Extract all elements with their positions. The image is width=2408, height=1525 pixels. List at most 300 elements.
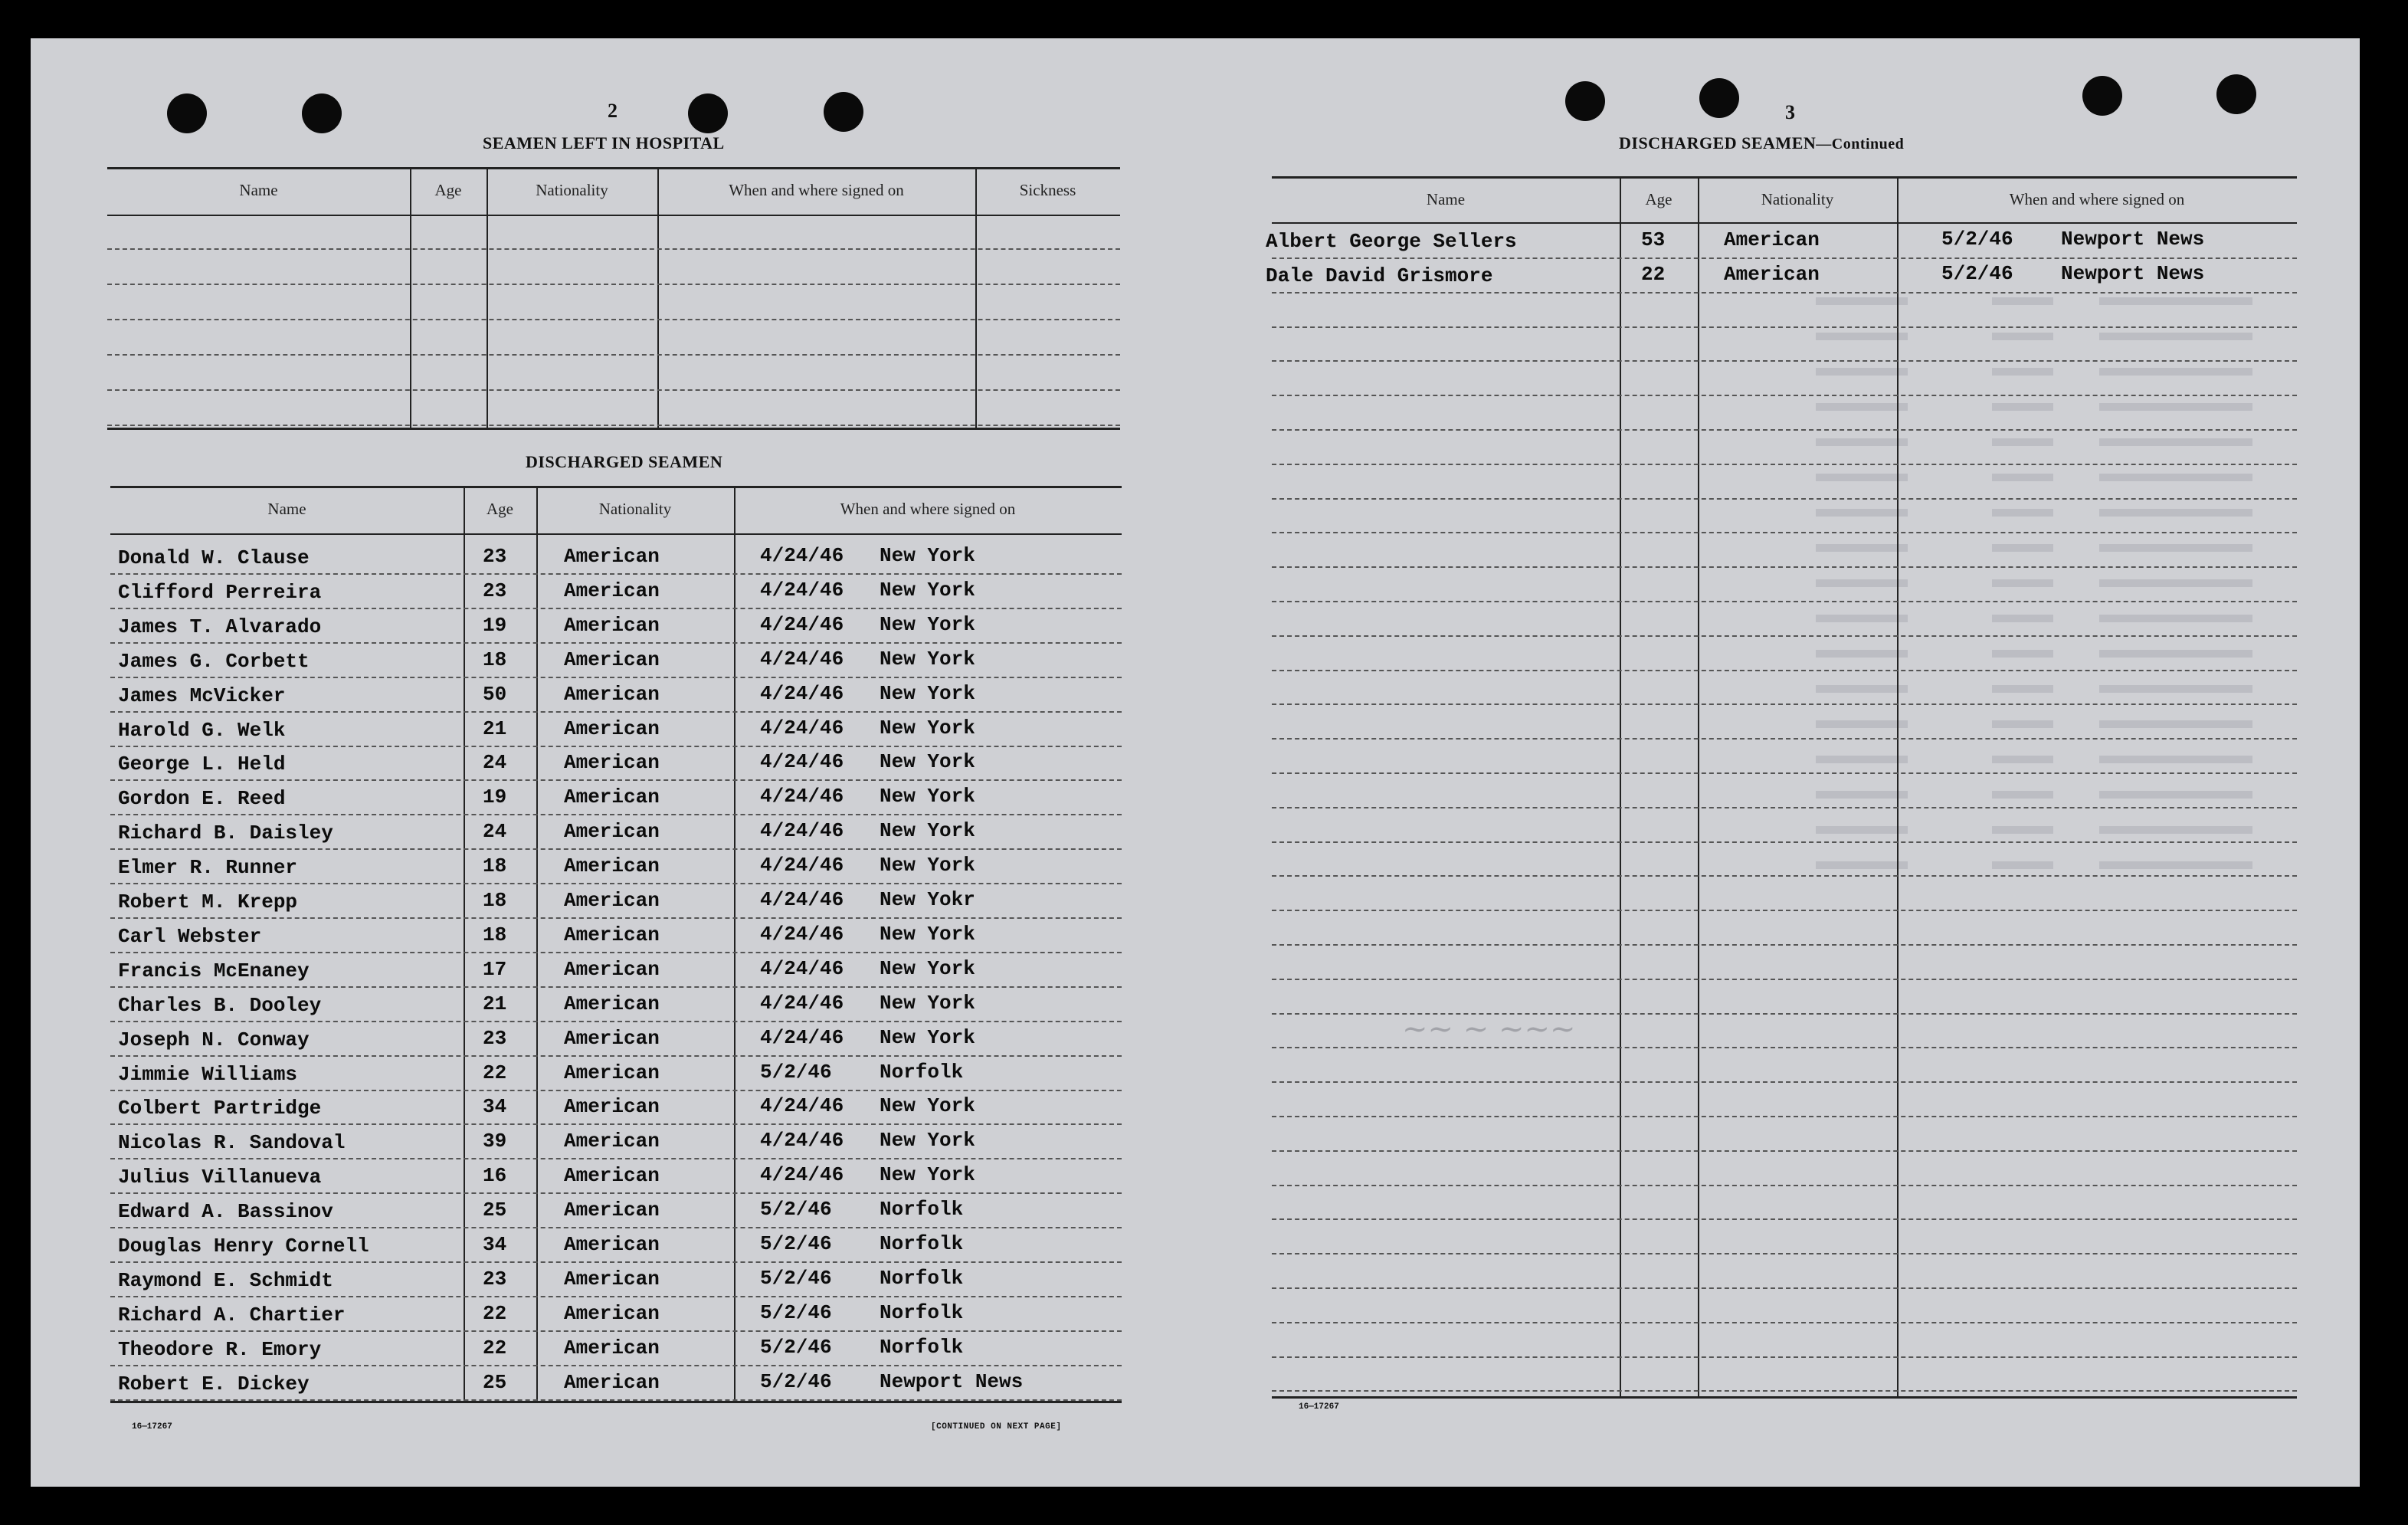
- seaman-nationality: American: [564, 648, 660, 671]
- bleed-mark: [2099, 791, 2252, 799]
- seaman-name: Nicolas R. Sandoval: [118, 1131, 346, 1155]
- signed-place: Norfolk: [880, 1232, 964, 1255]
- seaman-name: Gordon E. Reed: [118, 787, 286, 811]
- dotted-rule: [110, 1021, 1122, 1022]
- column-divider: [975, 167, 977, 428]
- seaman-age: 34: [483, 1095, 507, 1119]
- column-header-name: Name: [1426, 190, 1466, 208]
- column-header-name: Name: [239, 181, 278, 199]
- signed-date: 4/24/46: [760, 647, 844, 671]
- seaman-age: 19: [483, 613, 507, 637]
- dotted-rule: [110, 1365, 1122, 1366]
- seaman-age: 23: [483, 1026, 507, 1050]
- faint-signature: ~~ ~ ~~~: [1402, 1012, 1576, 1047]
- dotted-rule: [110, 746, 1122, 747]
- right-title-suffix: —Continued: [1816, 136, 1905, 152]
- bleed-mark: [1992, 368, 2053, 376]
- bleed-mark: [1816, 579, 1908, 587]
- dotted-rule: [110, 848, 1122, 850]
- signed-place: New York: [880, 956, 975, 980]
- dotted-rule: [1272, 429, 2297, 431]
- signed-place: New York: [880, 785, 975, 808]
- dotted-rule: [1272, 1218, 2297, 1220]
- signed-date: 4/24/46: [760, 1025, 844, 1049]
- dotted-rule: [1272, 979, 2297, 980]
- seaman-name: Julius Villanueva: [118, 1166, 322, 1189]
- bleed-mark: [2099, 368, 2252, 376]
- column-header-signed: When and where signed on: [729, 181, 904, 199]
- bleed-mark: [2099, 650, 2252, 658]
- dotted-rule: [110, 814, 1122, 815]
- column-header-age: Age: [1645, 190, 1672, 208]
- seaman-age: 19: [483, 785, 507, 809]
- signed-place: Newport News: [880, 1369, 1024, 1393]
- bleed-mark: [1816, 368, 1908, 376]
- bleed-mark: [2099, 297, 2252, 305]
- punch-hole: [2082, 76, 2122, 116]
- column-header-signed: When and where signed on: [2009, 190, 2185, 208]
- signed-place: New York: [880, 544, 975, 567]
- dotted-rule: [110, 608, 1122, 609]
- seaman-age: 21: [483, 717, 507, 740]
- bleed-mark: [1816, 791, 1908, 799]
- seaman-name: Clifford Perreira: [118, 580, 322, 604]
- signed-place: New York: [880, 922, 975, 946]
- column-header-sickness: Sickness: [1019, 181, 1076, 199]
- signed-place: New York: [880, 819, 975, 843]
- seaman-age: 17: [483, 957, 507, 981]
- signed-date: 4/24/46: [760, 578, 844, 602]
- dotted-rule: [110, 1192, 1122, 1194]
- column-header-nationality: Nationality: [536, 181, 608, 199]
- signed-date: 4/24/46: [760, 922, 844, 946]
- bleed-mark: [2099, 615, 2252, 622]
- column-header-nationality: Nationality: [598, 500, 672, 518]
- seaman-age: 18: [483, 648, 507, 671]
- dotted-rule: [110, 1123, 1122, 1125]
- dotted-rule: [1272, 841, 2297, 843]
- seaman-name: James G. Corbett: [118, 649, 310, 673]
- signed-place: Norfolk: [880, 1335, 964, 1359]
- dotted-rule: [1272, 703, 2297, 705]
- signed-place: New York: [880, 578, 975, 602]
- punch-hole: [167, 93, 207, 133]
- column-header-age: Age: [487, 500, 513, 518]
- seaman-name: Colbert Partridge: [118, 1097, 322, 1120]
- dotted-rule: [110, 573, 1122, 575]
- signed-date: 5/2/46: [1941, 261, 2013, 285]
- bleed-mark: [2099, 544, 2252, 552]
- seaman-nationality: American: [564, 1095, 660, 1119]
- dotted-rule: [1272, 1150, 2297, 1152]
- seaman-age: 18: [483, 854, 507, 878]
- seaman-nationality: American: [564, 1061, 660, 1084]
- seaman-nationality: American: [564, 579, 660, 602]
- dotted-rule: [1272, 1081, 2297, 1083]
- dotted-rule: [107, 425, 1120, 426]
- signed-place: Newport News: [2061, 228, 2205, 251]
- bleed-mark: [1816, 861, 1908, 869]
- bleed-mark: [2099, 438, 2252, 446]
- right-title-main: DISCHARGED SEAMEN: [1619, 133, 1817, 152]
- bleed-mark: [1992, 438, 2053, 446]
- column-divider: [536, 486, 538, 1401]
- table-rule: [1272, 222, 2297, 224]
- column-divider: [410, 167, 411, 428]
- table-rule: [107, 167, 1120, 169]
- dotted-rule: [110, 883, 1122, 884]
- bleed-mark: [2099, 333, 2252, 340]
- dotted-rule: [1272, 395, 2297, 396]
- left-form-number: 16—17267: [132, 1422, 172, 1432]
- bleed-mark: [1816, 544, 1908, 552]
- dotted-rule: [1272, 257, 2297, 259]
- seaman-nationality: American: [1724, 228, 1820, 251]
- seaman-nationality: American: [564, 1267, 660, 1291]
- seaman-nationality: American: [564, 1370, 660, 1394]
- hospital-section-title: SEAMEN LEFT IN HOSPITAL: [483, 133, 725, 152]
- signed-place: New York: [880, 681, 975, 705]
- punch-hole: [2216, 74, 2256, 114]
- dotted-rule: [1272, 1185, 2297, 1186]
- seaman-nationality: American: [564, 1199, 660, 1222]
- signed-date: 4/24/46: [760, 1163, 844, 1187]
- signed-place: New York: [880, 1129, 975, 1153]
- seaman-nationality: American: [564, 1164, 660, 1188]
- signed-date: 4/24/46: [760, 956, 844, 980]
- seaman-nationality: American: [564, 923, 660, 946]
- bleed-mark: [1816, 720, 1908, 728]
- dotted-rule: [1272, 1287, 2297, 1289]
- punch-hole: [1699, 78, 1739, 118]
- bleed-mark: [2099, 861, 2252, 869]
- signed-place: New York: [880, 612, 975, 636]
- bleed-mark: [1992, 650, 2053, 658]
- discharged-section-title: DISCHARGED SEAMEN: [526, 452, 723, 471]
- seaman-name: Edward A. Bassinov: [118, 1200, 333, 1224]
- signed-date: 4/24/46: [760, 681, 844, 705]
- seaman-age: 50: [483, 682, 507, 706]
- table-rule: [1272, 1396, 2297, 1399]
- signed-date: 4/24/46: [760, 888, 844, 911]
- signed-place: Newport News: [2061, 261, 2205, 285]
- dotted-rule: [107, 319, 1120, 320]
- bleed-mark: [1816, 685, 1908, 693]
- seaman-age: 25: [483, 1370, 507, 1394]
- bleed-mark: [1992, 509, 2053, 517]
- dotted-rule: [110, 1261, 1122, 1263]
- column-header-age: Age: [434, 181, 462, 199]
- bleed-mark: [2099, 403, 2252, 411]
- signed-place: New York: [880, 750, 975, 774]
- bleed-mark: [1816, 474, 1908, 481]
- right-page-number: 3: [1785, 101, 1795, 123]
- punch-hole: [1565, 81, 1605, 121]
- seaman-nationality: American: [564, 751, 660, 775]
- signed-place: Norfolk: [880, 1060, 964, 1084]
- seaman-age: 23: [483, 579, 507, 602]
- signed-place: New York: [880, 716, 975, 740]
- dotted-rule: [1272, 875, 2297, 877]
- bleed-mark: [1816, 333, 1908, 340]
- dotted-rule: [110, 1330, 1122, 1332]
- seaman-name: Richard A. Chartier: [118, 1303, 346, 1327]
- seaman-name: Harold G. Welk: [118, 718, 286, 742]
- seaman-name: Francis McEnaney: [118, 959, 310, 982]
- punch-hole: [824, 92, 863, 132]
- dotted-rule: [1272, 807, 2297, 808]
- dotted-rule: [1272, 1253, 2297, 1254]
- signed-date: 5/2/46: [760, 1300, 832, 1324]
- bleed-mark: [1992, 403, 2053, 411]
- dotted-rule: [110, 1055, 1122, 1057]
- dotted-rule: [1272, 601, 2297, 602]
- column-divider: [1897, 176, 1899, 1396]
- signed-place: New York: [880, 1025, 975, 1049]
- seaman-age: 53: [1641, 228, 1666, 251]
- seaman-age: 22: [483, 1336, 507, 1359]
- dotted-rule: [110, 642, 1122, 644]
- dotted-rule: [110, 1158, 1122, 1159]
- table-rule: [107, 428, 1120, 430]
- bleed-mark: [2099, 579, 2252, 587]
- signed-date: 4/24/46: [760, 991, 844, 1015]
- seaman-name: Albert George Sellers: [1266, 230, 1517, 253]
- signed-date: 4/24/46: [760, 1129, 844, 1153]
- dotted-rule: [1272, 326, 2297, 328]
- seaman-nationality: American: [564, 889, 660, 912]
- dotted-rule: [1272, 360, 2297, 362]
- seaman-age: 18: [483, 889, 507, 912]
- dotted-rule: [1272, 1116, 2297, 1117]
- column-divider: [464, 486, 465, 1401]
- table-rule: [110, 1401, 1122, 1403]
- signed-date: 4/24/46: [760, 544, 844, 567]
- signed-place: New York: [880, 1163, 975, 1187]
- table-rule: [1272, 176, 2297, 179]
- seaman-age: 34: [483, 1233, 507, 1256]
- seaman-name: James McVicker: [118, 684, 286, 707]
- signed-date: 5/2/46: [1941, 228, 2013, 251]
- signed-place: New York: [880, 647, 975, 671]
- signed-date: 4/24/46: [760, 716, 844, 740]
- seaman-name: Elmer R. Runner: [118, 856, 298, 880]
- bleed-mark: [2099, 720, 2252, 728]
- dotted-rule: [110, 952, 1122, 953]
- seaman-age: 23: [483, 545, 507, 568]
- bleed-mark: [1992, 685, 2053, 693]
- signed-date: 5/2/46: [760, 1369, 832, 1393]
- column-header-signed: When and where signed on: [840, 500, 1016, 518]
- signed-place: New York: [880, 991, 975, 1015]
- bleed-mark: [1992, 333, 2053, 340]
- seaman-age: 22: [483, 1061, 507, 1084]
- dotted-rule: [110, 677, 1122, 678]
- bleed-mark: [1816, 403, 1908, 411]
- dotted-rule: [1272, 1322, 2297, 1323]
- dotted-rule: [107, 284, 1120, 285]
- signed-date: 5/2/46: [760, 1198, 832, 1222]
- seaman-age: 21: [483, 992, 507, 1015]
- seaman-name: Carl Webster: [118, 924, 262, 948]
- signed-date: 5/2/46: [760, 1232, 832, 1255]
- dotted-rule: [110, 1399, 1122, 1401]
- seaman-name: Douglas Henry Cornell: [118, 1235, 369, 1258]
- seaman-nationality: American: [564, 545, 660, 568]
- dotted-rule: [1272, 772, 2297, 774]
- seaman-nationality: American: [564, 854, 660, 878]
- seaman-nationality: American: [1724, 262, 1820, 286]
- seaman-nationality: American: [564, 613, 660, 637]
- dotted-rule: [1272, 910, 2297, 911]
- dotted-rule: [110, 1227, 1122, 1228]
- dotted-rule: [1272, 670, 2297, 671]
- bleed-mark: [2099, 685, 2252, 693]
- bleed-mark: [2099, 826, 2252, 834]
- dotted-rule: [110, 711, 1122, 713]
- column-divider: [487, 167, 488, 428]
- seaman-age: 22: [1641, 262, 1666, 286]
- signed-date: 5/2/46: [760, 1060, 832, 1084]
- seaman-nationality: American: [564, 717, 660, 740]
- seaman-name: Robert M. Krepp: [118, 890, 298, 913]
- column-divider: [734, 486, 736, 1401]
- bleed-mark: [1816, 650, 1908, 658]
- punch-hole: [302, 93, 342, 133]
- signed-place: Norfolk: [880, 1198, 964, 1222]
- signed-place: New York: [880, 854, 975, 877]
- seaman-name: Charles B. Dooley: [118, 993, 322, 1017]
- seaman-nationality: American: [564, 820, 660, 844]
- bleed-mark: [1992, 579, 2053, 587]
- punch-hole: [688, 93, 728, 133]
- continued-note: [CONTINUED ON NEXT PAGE]: [931, 1422, 1062, 1432]
- seaman-nationality: American: [564, 957, 660, 981]
- signed-date: 5/2/46: [760, 1266, 832, 1290]
- seaman-name: Dale David Grismore: [1266, 264, 1493, 287]
- dotted-rule: [1272, 532, 2297, 533]
- seaman-nationality: American: [564, 1026, 660, 1050]
- seaman-nationality: American: [564, 682, 660, 706]
- bleed-mark: [1816, 509, 1908, 517]
- column-divider: [1620, 176, 1621, 1396]
- signed-place: Norfolk: [880, 1300, 964, 1324]
- dotted-rule: [1272, 1047, 2297, 1048]
- signed-date: 5/2/46: [760, 1335, 832, 1359]
- signed-place: New Yokr: [880, 888, 975, 911]
- right-page-title: [1619, 133, 1904, 153]
- dotted-rule: [110, 986, 1122, 988]
- bleed-mark: [2099, 756, 2252, 763]
- bleed-mark: [1992, 615, 2053, 622]
- bleed-mark: [1816, 756, 1908, 763]
- seaman-name: Richard B. Daisley: [118, 822, 333, 845]
- dotted-rule: [110, 917, 1122, 919]
- bleed-mark: [1992, 720, 2053, 728]
- bleed-mark: [1992, 297, 2053, 305]
- seaman-age: 16: [483, 1164, 507, 1188]
- column-header-nationality: Nationality: [1761, 190, 1834, 208]
- dotted-rule: [1272, 1356, 2297, 1358]
- left-page-number: 2: [608, 100, 618, 122]
- seaman-age: 18: [483, 923, 507, 946]
- bleed-mark: [2099, 474, 2252, 481]
- signed-date: 4/24/46: [760, 612, 844, 636]
- bleed-mark: [1992, 544, 2053, 552]
- signed-place: Norfolk: [880, 1266, 964, 1290]
- signed-date: 4/24/46: [760, 819, 844, 843]
- dotted-rule: [1272, 498, 2297, 500]
- seaman-name: Donald W. Clause: [118, 546, 310, 569]
- column-header-name: Name: [267, 500, 306, 518]
- signed-date: 4/24/46: [760, 854, 844, 877]
- dotted-rule: [107, 248, 1120, 250]
- bleed-mark: [1816, 826, 1908, 834]
- dotted-rule: [1272, 738, 2297, 740]
- seaman-nationality: American: [564, 1301, 660, 1325]
- bleed-mark: [1816, 615, 1908, 622]
- bleed-mark: [1816, 297, 1908, 305]
- signed-date: 4/24/46: [760, 785, 844, 808]
- seaman-nationality: American: [564, 785, 660, 809]
- seaman-name: George L. Held: [118, 753, 286, 776]
- seaman-age: 39: [483, 1130, 507, 1153]
- dotted-rule: [110, 779, 1122, 781]
- seaman-age: 23: [483, 1267, 507, 1291]
- dotted-rule: [1272, 635, 2297, 637]
- bleed-mark: [1992, 791, 2053, 799]
- seaman-name: Jimmie Williams: [118, 1062, 298, 1086]
- dotted-rule: [1272, 292, 2297, 294]
- seaman-name: Joseph N. Conway: [118, 1028, 310, 1051]
- seaman-age: 22: [483, 1301, 507, 1325]
- bleed-mark: [2099, 509, 2252, 517]
- bleed-mark: [1992, 756, 2053, 763]
- seaman-age: 24: [483, 751, 507, 775]
- seaman-name: Raymond E. Schmidt: [118, 1268, 333, 1292]
- seaman-name: Robert E. Dickey: [118, 1372, 310, 1395]
- seaman-name: James T. Alvarado: [118, 615, 322, 638]
- document-sheet: [31, 38, 2360, 1487]
- seaman-age: 25: [483, 1199, 507, 1222]
- seaman-nationality: American: [564, 1130, 660, 1153]
- bleed-mark: [1992, 826, 2053, 834]
- signed-date: 4/24/46: [760, 1094, 844, 1118]
- table-rule: [107, 215, 1120, 216]
- bleed-mark: [1992, 474, 2053, 481]
- seaman-age: 24: [483, 820, 507, 844]
- table-rule: [110, 533, 1122, 535]
- dotted-rule: [1272, 944, 2297, 946]
- right-form-number: 16—17267: [1299, 1402, 1339, 1412]
- column-divider: [657, 167, 659, 428]
- signed-place: New York: [880, 1094, 975, 1118]
- dotted-rule: [1272, 464, 2297, 465]
- dotted-rule: [107, 389, 1120, 391]
- seaman-nationality: American: [564, 992, 660, 1015]
- column-divider: [1698, 176, 1699, 1396]
- seaman-name: Theodore R. Emory: [118, 1337, 322, 1361]
- dotted-rule: [1272, 566, 2297, 568]
- dotted-rule: [110, 1296, 1122, 1297]
- seaman-nationality: American: [564, 1336, 660, 1359]
- signed-date: 4/24/46: [760, 750, 844, 774]
- dotted-rule: [1272, 1390, 2297, 1392]
- bleed-mark: [1816, 438, 1908, 446]
- bleed-mark: [1992, 861, 2053, 869]
- table-rule: [110, 486, 1122, 488]
- dotted-rule: [110, 1090, 1122, 1091]
